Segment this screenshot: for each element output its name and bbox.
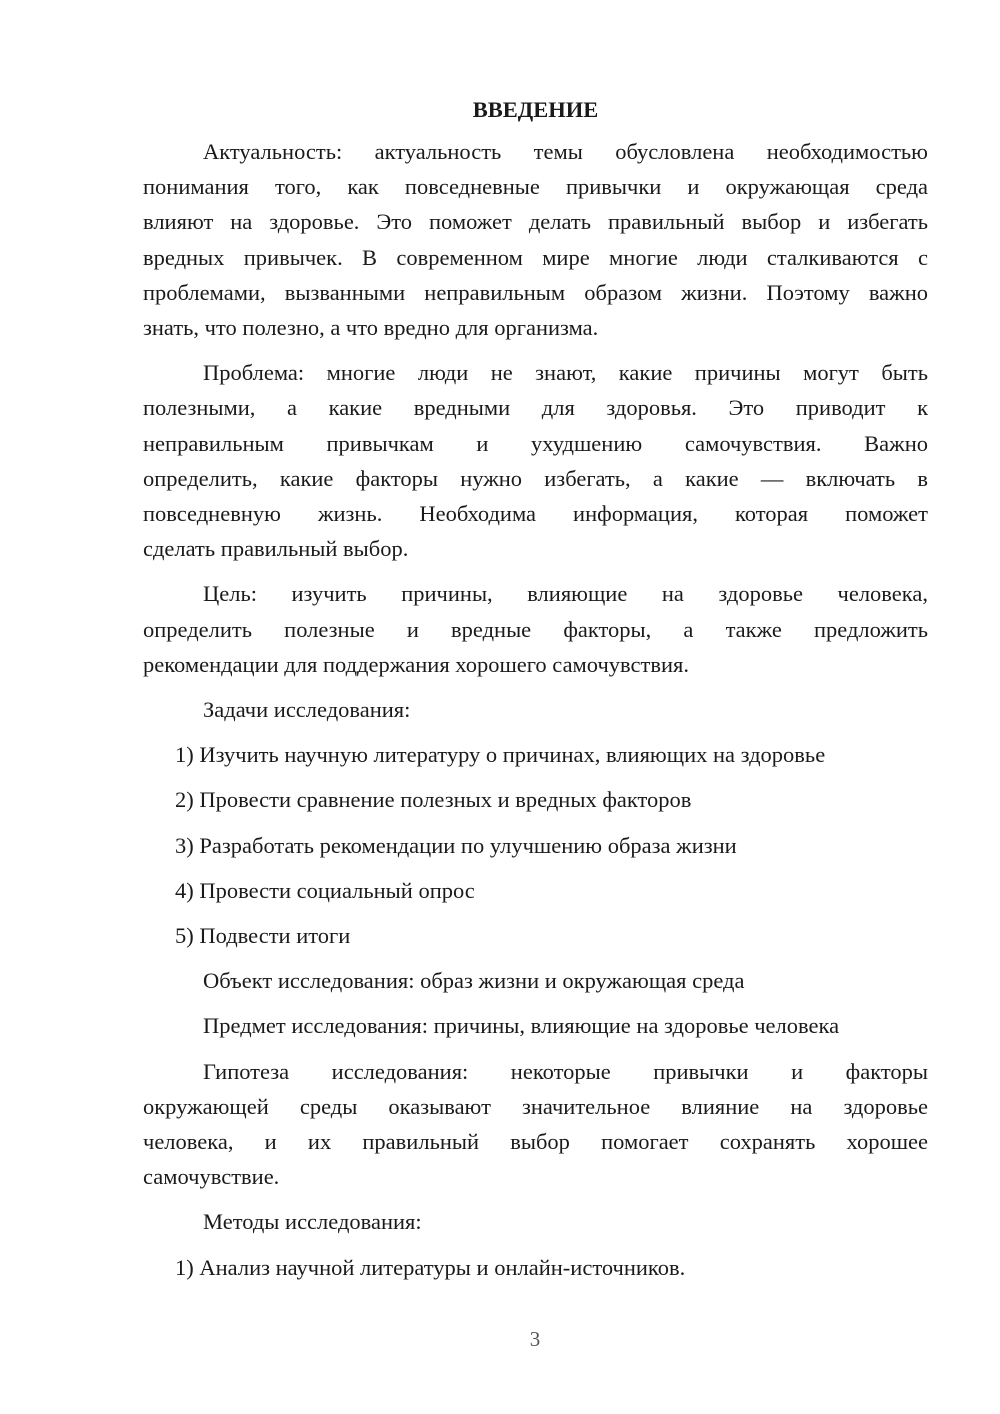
goal-paragraph bbox=[143, 576, 928, 682]
problem-paragraph bbox=[143, 355, 928, 566]
paragraph-line: человека, и их правильный выбор помогает сохранять хорошее bbox=[143, 1129, 928, 1155]
research-object: Объект исследования: образ жизни и окружающая среда bbox=[203, 968, 745, 994]
paragraph-line: Проблема: многие люди не знают, какие причины могут быть bbox=[203, 360, 928, 386]
paragraph-line: Гипотеза исследования: некоторые привычки и факторы bbox=[203, 1058, 928, 1084]
section-heading: ВВЕДЕНИЕ bbox=[472, 97, 599, 122]
paragraph-line: знать, что полезно, а что вредно для организма. bbox=[143, 315, 599, 341]
task-item: 3) Разработать рекомендации по улучшению образа жизни bbox=[175, 832, 737, 858]
paragraph-line: определить, какие факторы нужно избегать, а какие — включать в bbox=[143, 465, 928, 491]
paragraph-line: Актуальность: актуальность темы обусловлена необходимостью bbox=[203, 139, 928, 164]
paragraph-line: Цель: изучить причины, влияющие на здоровье человека, bbox=[203, 581, 928, 607]
task-item: 5) Подвести итоги bbox=[175, 923, 351, 949]
paragraph-line: полезными, а какие вредными для здоровья. Это приводит к bbox=[143, 395, 928, 421]
page-number: 3 bbox=[529, 1327, 541, 1351]
paragraph-line: влияют на здоровье. Это поможет делать правильный выбор и избегать bbox=[143, 209, 928, 235]
paragraph-line: понимания того, как повседневные привычки и окружающая среда bbox=[143, 174, 928, 200]
paragraph-line: неправильным привычкам и ухудшению самочувствия. Важно bbox=[143, 430, 928, 456]
paragraph-line: сделать правильный выбор. bbox=[143, 536, 409, 562]
paragraph-line: самочувствие. bbox=[143, 1164, 280, 1190]
method-item: 1) Анализ научной литературы и онлайн-источников. bbox=[175, 1254, 686, 1280]
hypothesis-paragraph bbox=[143, 1054, 928, 1195]
task-item: 1) Изучить научную литературу о причинах, влияющих на здоровье bbox=[175, 742, 826, 768]
paragraph-line: рекомендации для поддержания хорошего самочувствия. bbox=[143, 651, 689, 677]
paragraph-line: проблемами, вызванными неправильным образом жизни. Поэтому важно bbox=[143, 279, 928, 305]
task-item: 4) Провести социальный опрос bbox=[175, 877, 475, 903]
relevance-paragraph bbox=[143, 134, 928, 345]
document-body bbox=[143, 92, 928, 1295]
tasks-title: Задачи исследования: bbox=[203, 697, 411, 723]
methods-title: Методы исследования: bbox=[203, 1209, 422, 1235]
paragraph-line: определить полезные и вредные факторы, а также предложить bbox=[143, 616, 928, 642]
paragraph-line: повседневную жизнь. Необходима информация, которая поможет bbox=[143, 501, 928, 527]
paragraph-line: вредных привычек. В современном мире многие люди сталкиваются с bbox=[143, 244, 928, 270]
research-subject: Предмет исследования: причины, влияющие на здоровье человека bbox=[203, 1013, 840, 1039]
paragraph-line: окружающей среды оказывают значительное влияние на здоровье bbox=[143, 1093, 928, 1119]
task-item: 2) Провести сравнение полезных и вредных факторов bbox=[175, 787, 692, 813]
